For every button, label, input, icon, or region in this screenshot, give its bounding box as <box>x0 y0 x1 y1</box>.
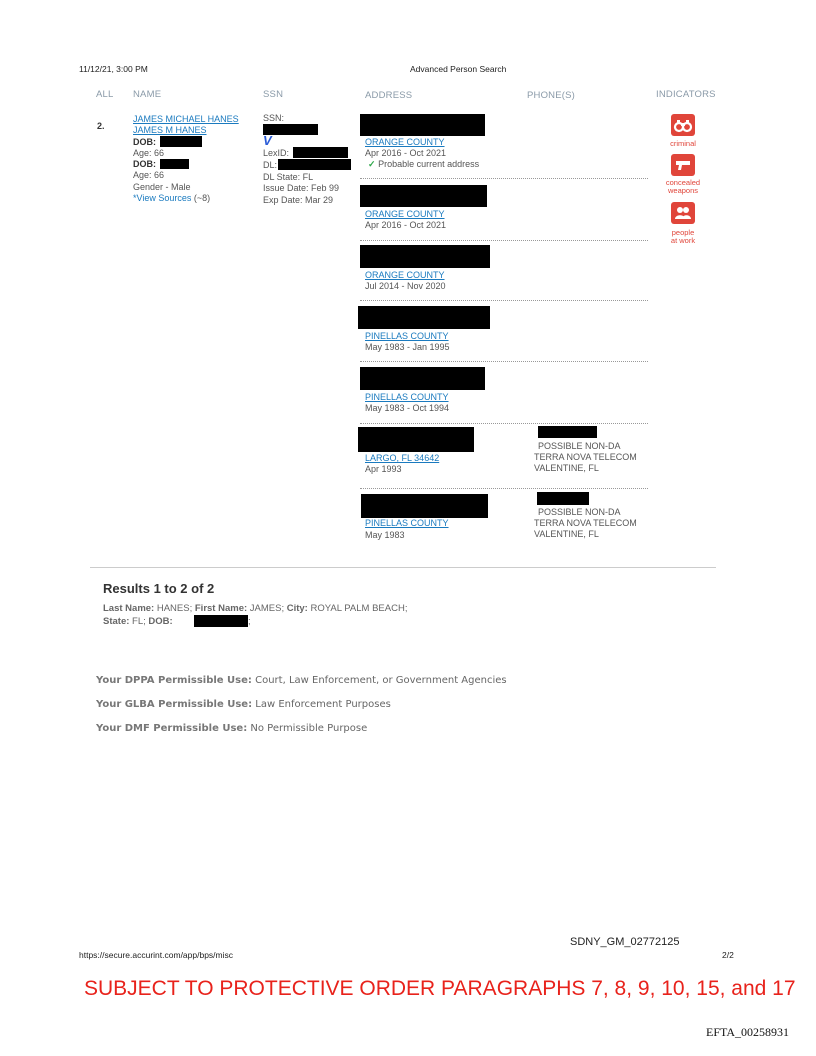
search-criteria-line-2 <box>103 616 173 627</box>
people-label: people <box>671 228 695 237</box>
column-header-ssn[interactable]: SSN <box>263 89 284 100</box>
last-name-label: Last Name: <box>103 603 155 614</box>
first-name-value: JAMES; <box>249 603 285 614</box>
footer-page-number: 2/2 <box>722 950 734 960</box>
redaction <box>360 367 485 390</box>
column-header-all[interactable]: ALL <box>96 89 114 100</box>
address-dates: Apr 1993 <box>365 464 402 474</box>
verified-check-icon: V <box>263 133 272 148</box>
name-link-primary[interactable]: JAMES MICHAEL HANES <box>133 114 239 124</box>
probable-current-address <box>368 159 479 170</box>
redaction <box>194 615 248 627</box>
address-dates: May 1983 <box>365 530 405 540</box>
view-sources <box>133 193 210 204</box>
state-value: FL; <box>132 616 146 627</box>
print-datetime: 11/12/21, 3:00 PM <box>79 64 148 74</box>
divider <box>360 361 648 362</box>
age-value: Age: 66 <box>133 148 165 158</box>
column-header-indicators[interactable]: INDICATORS <box>656 89 716 100</box>
dppa-label: Your DPPA Permissible Use: <box>96 675 252 686</box>
column-header-name[interactable]: NAME <box>133 89 162 100</box>
search-criteria-line-1 <box>103 603 407 614</box>
city-value: ROYAL PALM BEACH; <box>310 603 408 614</box>
sources-count: (~8) <box>193 193 211 203</box>
redaction <box>360 245 490 268</box>
phone-carrier: TERRA NOVA TELECOM <box>534 452 637 462</box>
bates-number: SDNY_GM_02772125 <box>570 936 680 948</box>
phone-location: VALENTINE, FL <box>534 529 599 539</box>
redaction <box>160 136 202 147</box>
redaction <box>358 427 474 452</box>
probable-current-label: Probable current address <box>378 159 480 169</box>
address-link[interactable]: ORANGE COUNTY <box>365 209 445 219</box>
address-dates: May 1983 - Jan 1995 <box>365 342 450 352</box>
binoculars-icon <box>671 114 695 136</box>
dppa-value: Court, Law Enforcement, or Government Agencies <box>255 675 507 686</box>
concealed-label: concealed <box>665 178 701 187</box>
view-sources-link[interactable]: *View Sources <box>133 193 192 203</box>
glba-label: Your GLBA Permissible Use: <box>96 699 253 710</box>
address-dates: Apr 2016 - Oct 2021 <box>365 220 447 230</box>
state-label: State: <box>103 616 130 627</box>
first-name-label: First Name: <box>194 603 248 614</box>
dmf-permissible-use <box>96 723 367 734</box>
weapons-label: weapons <box>667 186 699 195</box>
column-header-address[interactable]: ADDRESS <box>365 90 413 101</box>
efta-number: EFTA_00258931 <box>706 1025 790 1039</box>
redaction <box>293 147 348 158</box>
concealed-weapons-indicator[interactable] <box>671 154 695 176</box>
address-link[interactable]: PINELLAS COUNTY <box>365 392 449 402</box>
age-value-2: Age: 66 <box>133 170 165 180</box>
people-icon <box>671 202 695 224</box>
divider <box>360 423 648 424</box>
city-label: City: <box>286 603 308 614</box>
phone-location: VALENTINE, FL <box>534 463 599 473</box>
at-work-label: at work <box>670 236 696 245</box>
glba-permissible-use <box>96 699 391 710</box>
lexid-label: LexID: <box>263 148 290 158</box>
dppa-permissible-use <box>96 675 507 686</box>
dmf-value: No Permissible Purpose <box>250 723 368 734</box>
criteria-terminator: ; <box>248 616 251 627</box>
divider <box>360 300 648 301</box>
redaction <box>358 306 490 329</box>
address-link[interactable]: PINELLAS COUNTY <box>365 331 449 341</box>
people-at-work-indicator[interactable] <box>671 202 695 224</box>
redaction <box>537 492 589 505</box>
dl-label: DL: <box>263 160 278 170</box>
redaction <box>278 159 351 170</box>
address-link[interactable]: PINELLAS COUNTY <box>365 518 449 528</box>
column-header-phones[interactable]: PHONE(S) <box>527 90 576 101</box>
redaction <box>538 426 597 438</box>
redaction <box>160 159 189 169</box>
dmf-label: Your DMF Permissible Use: <box>96 723 248 734</box>
address-dates: Apr 2016 - Oct 2021 <box>365 148 447 158</box>
dob-criteria-label: DOB: <box>148 616 173 627</box>
dl-exp-date: Exp Date: Mar 29 <box>263 195 334 205</box>
dob-label-2: DOB: <box>133 159 156 169</box>
address-link[interactable]: ORANGE COUNTY <box>365 137 445 147</box>
phone-carrier-type: POSSIBLE NON-DA <box>538 507 621 517</box>
address-link[interactable]: LARGO, FL 34642 <box>365 453 440 463</box>
criminal-indicator[interactable] <box>671 114 695 136</box>
phone-carrier: TERRA NOVA TELECOM <box>534 518 637 528</box>
checkmark-icon: ✓ <box>368 159 376 169</box>
results-title: Results 1 to 2 of 2 <box>103 581 215 596</box>
redaction <box>360 185 487 207</box>
dob-label: DOB: <box>133 137 156 147</box>
divider <box>360 488 648 489</box>
protective-order-notice: SUBJECT TO PROTECTIVE ORDER PARAGRAPHS 7, 8, 9, 10, 15, and 17 <box>84 977 796 1000</box>
divider <box>360 178 648 179</box>
ssn-label: SSN: <box>263 113 285 123</box>
redaction <box>361 494 488 518</box>
record-number: 2. <box>97 121 105 131</box>
dl-issue-date: Issue Date: Feb 99 <box>263 183 340 193</box>
last-name-value: HANES; <box>156 603 193 614</box>
address-link[interactable]: ORANGE COUNTY <box>365 270 445 280</box>
criminal-label: criminal <box>670 139 696 148</box>
phone-carrier-type: POSSIBLE NON-DA <box>538 441 621 451</box>
footer-url: https://secure.accurint.com/app/bps/misc <box>79 950 234 960</box>
name-link-alias[interactable]: JAMES M HANES <box>133 125 207 135</box>
print-page-title: Advanced Person Search <box>410 64 507 74</box>
results-divider <box>90 567 716 568</box>
gun-icon <box>671 154 695 176</box>
gender-value: Gender - Male <box>133 182 191 192</box>
divider <box>360 240 648 241</box>
address-dates: May 1983 - Oct 1994 <box>365 403 450 413</box>
dl-state: DL State: FL <box>263 172 314 182</box>
address-dates: Jul 2014 - Nov 2020 <box>365 281 446 291</box>
glba-value: Law Enforcement Purposes <box>255 699 391 710</box>
redaction <box>360 114 485 136</box>
